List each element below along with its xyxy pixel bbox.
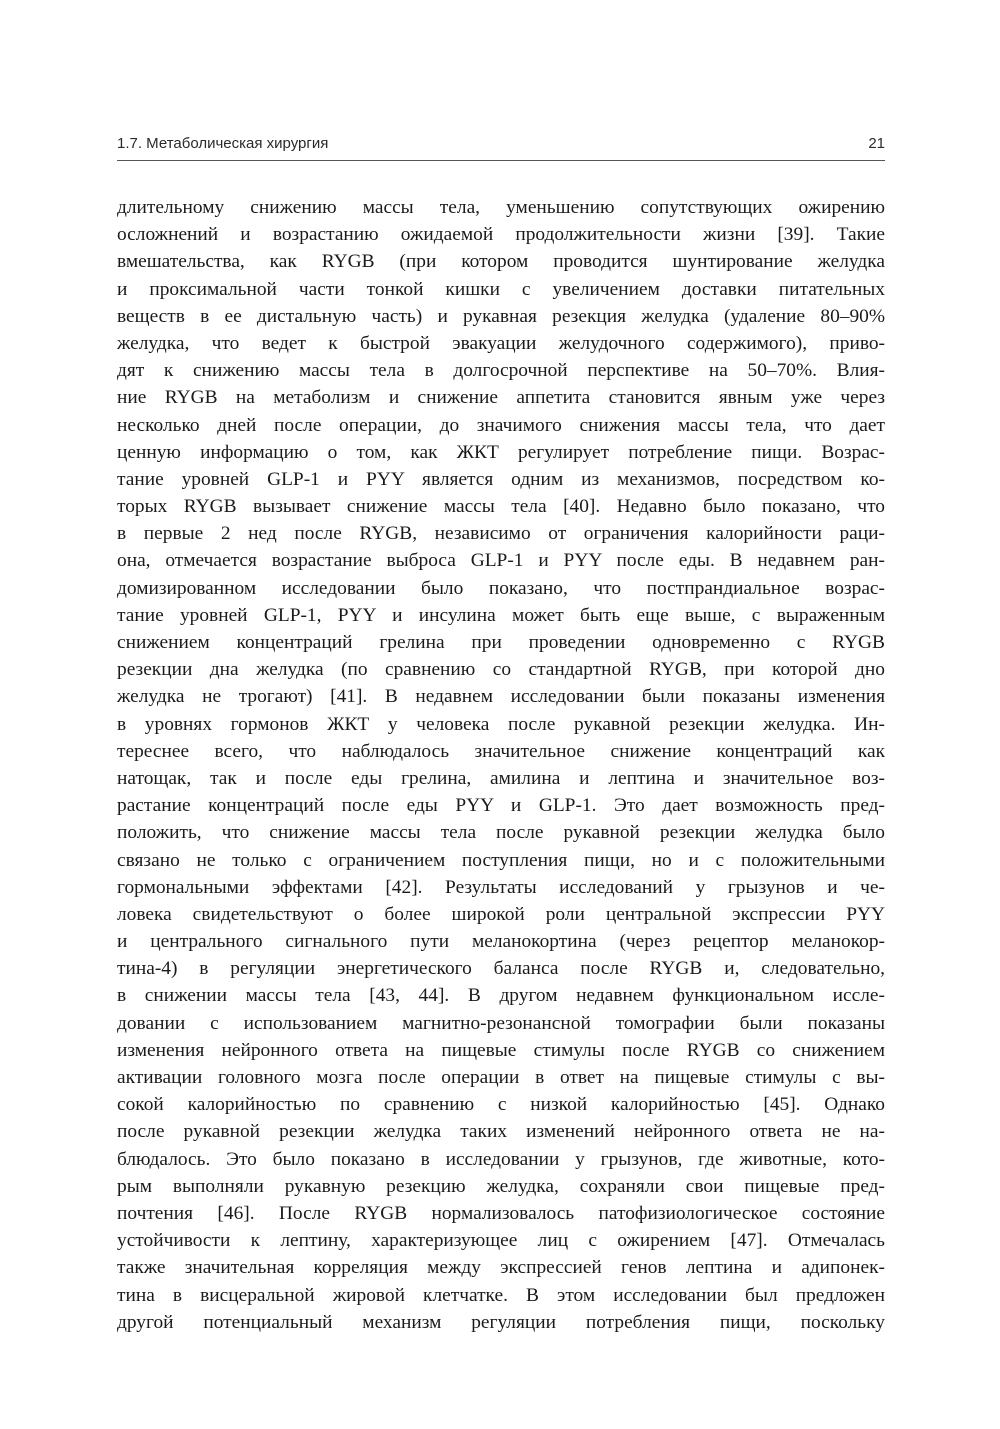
text-line: блюдалось. Это было показано в исследовании у грызунов, где животные, кото- (117, 1148, 885, 1170)
text-line: положить, что снижение массы тела после рукавной резекции желудка было (117, 822, 885, 844)
text-line: тание уровней GLP-1 и PYY является одним из механизмов, посредством ко- (117, 468, 885, 490)
text-line: длительному снижению массы тела, уменьшению сопутствующих ожирению (117, 197, 885, 218)
running-head (117, 135, 885, 157)
text-line: тина-4) в регуляции энергетического баланса после RYGB и, следовательно, (117, 958, 885, 980)
text-line: изменения нейронного ответа на пищевые стимулы после RYGB со снижением (117, 1039, 885, 1061)
text-line: натощак, так и после еды грелина, амилина и лептина и значительное воз- (117, 767, 885, 789)
text-line: резекции дна желудка (по сравнению со стандартной RYGB, при которой дно (117, 659, 885, 681)
text-line: тание уровней GLP-1, PYY и инсулина может быть еще выше, с выраженным (117, 604, 885, 626)
text-line: сокой калорийностью по сравнению с низкой калорийностью [45]. Однако (117, 1094, 885, 1116)
text-line: также значительная корреляция между экспрессией генов лептина и адипонек- (117, 1257, 885, 1279)
text-line: ценную информацию о том, как ЖКТ регулирует потребление пищи. Возрас- (117, 441, 885, 463)
text-line: ловека свидетельствуют о более широкой роли центральной экспрессии PYY (117, 903, 885, 925)
text-line: желудка не трогают) [41]. В недавнем исследовании были показаны изменения (117, 686, 885, 708)
text-line: снижением концентраций грелина при проведении одновременно с RYGB (117, 632, 885, 653)
text-line: растание концентраций после еды PYY и GLP-1. Это дает возможность пред- (117, 795, 885, 817)
text-line: активации головного мозга после операции в ответ на пищевые стимулы с вы- (117, 1067, 885, 1088)
text-line: устойчивости к лептину, характеризующее лиц с ожирением [47]. Отмечалась (117, 1230, 885, 1252)
text-line: вмешательства, как RYGB (при котором проводится шунтирование желудка (117, 251, 885, 273)
text-line: желудка, что ведет к быстрой эвакуации желудочного содержимого), приво- (117, 332, 885, 354)
text-line: домизированном исследовании было показано, что постпрандиальное возрас- (117, 577, 885, 599)
text-line: ние RYGB на метаболизм и снижение аппетита становится явным уже через (117, 387, 885, 409)
text-line: осложнений и возрастанию ожидаемой продолжительности жизни [39]. Такие (117, 224, 885, 246)
text-line: в первые 2 нед после RYGB, независимо от ограничения калорийности раци- (117, 523, 885, 545)
text-line: связано не только с ограничением поступления пищи, но и с положительными (117, 849, 885, 871)
text-line: гормональными эффектами [42]. Результаты исследований у грызунов и че- (117, 876, 885, 898)
text-line: она, отмечается возрастание выброса GLP-1 и PYY после еды. В недавнем ран- (117, 550, 885, 572)
text-line: веществ в ее дистальную часть) и рукавная резекция желудка (удаление 80–90% (117, 305, 885, 327)
text-line: после рукавной резекции желудка таких изменений нейронного ответа не на- (117, 1121, 885, 1143)
text-line: довании с использованием магнитно-резонансной томографии были показаны (117, 1012, 885, 1034)
text-line: и центрального сигнального пути меланокортина (через рецептор меланокор- (117, 931, 885, 953)
text-line: почтения [46]. После RYGB нормализовалось патофизиологическое состояние (117, 1202, 885, 1224)
body-text (117, 194, 885, 1336)
text-line: дят к снижению массы тела в долгосрочной перспективе на 50–70%. Влия- (117, 360, 885, 382)
text-line: рым выполняли рукавную резекцию желудка, сохраняли свои пищевые пред- (117, 1175, 885, 1197)
text-line: другой потенциальный механизм регуляции потребления пищи, поскольку (117, 1311, 885, 1333)
text-line: в уровнях гормонов ЖКТ у человека после рукавной резекции желудка. Ин- (117, 713, 885, 735)
text-line: несколько дней после операции, до значимого снижения массы тела, что дает (117, 414, 885, 436)
text-line: тина в висцеральной жировой клетчатке. В этом исследовании был предложен (117, 1284, 885, 1306)
text-line: и проксимальной части тонкой кишки с увеличением доставки питательных (117, 278, 885, 300)
text-line: тереснее всего, что наблюдалось значительное снижение концентраций как (117, 740, 885, 762)
header-rule (117, 160, 885, 161)
section-title: 1.7. Метаболическая хирургия (117, 135, 329, 152)
page-number: 21 (868, 135, 885, 152)
text-line: в снижении массы тела [43, 44]. В другом недавнем функциональном иссле- (117, 985, 885, 1007)
text-line: торых RYGB вызывает снижение массы тела [40]. Недавно было показано, что (117, 496, 885, 518)
